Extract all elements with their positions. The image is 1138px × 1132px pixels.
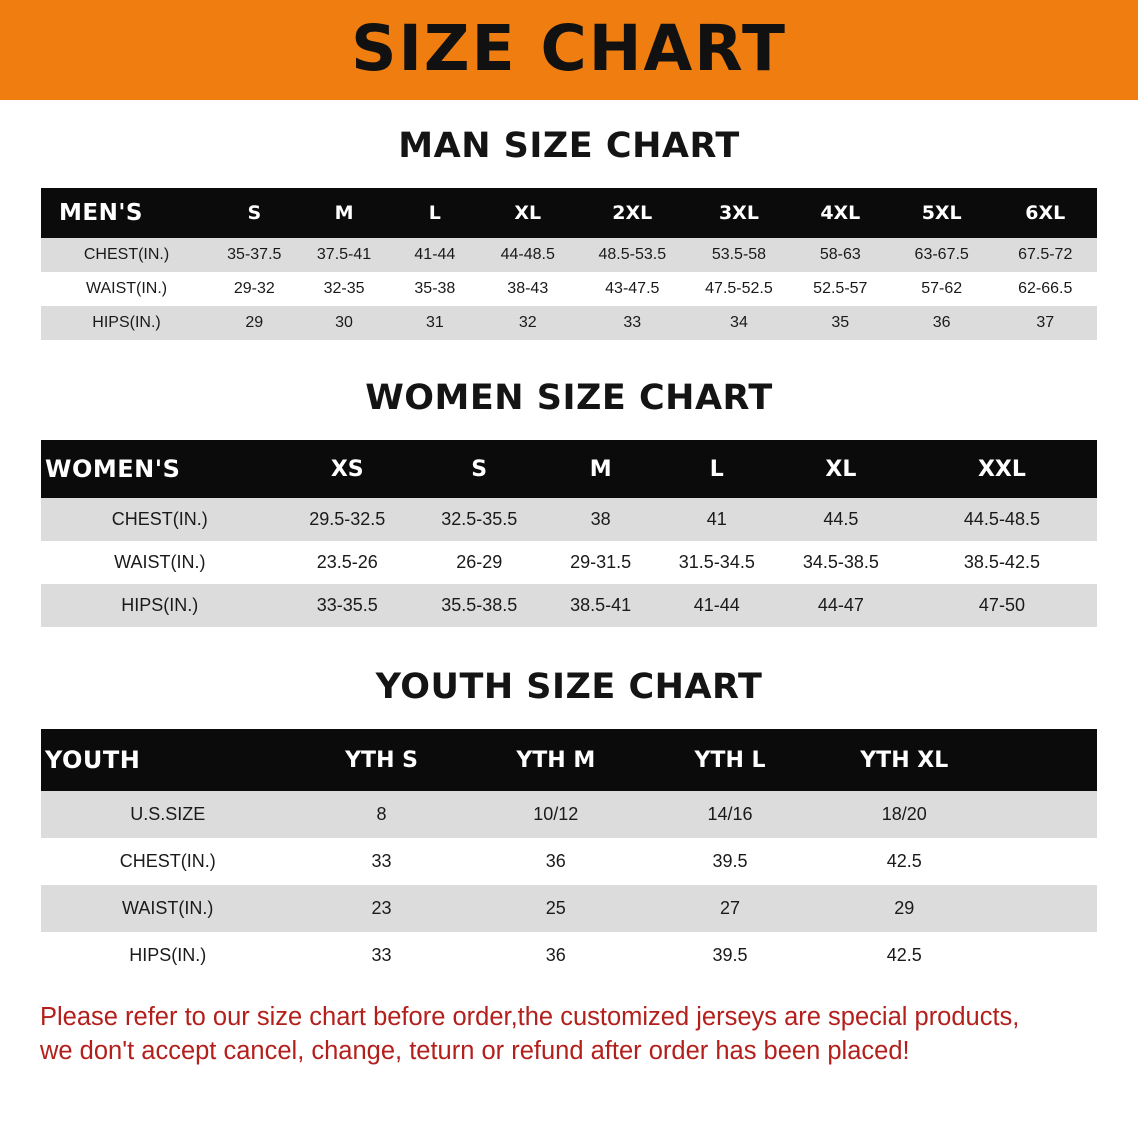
column-header: L <box>659 440 775 498</box>
row-label: HIPS(IN.) <box>41 306 212 340</box>
table-cell: 14/16 <box>643 791 817 838</box>
column-header: WOMEN'S <box>41 440 279 498</box>
table-cell: 41 <box>659 498 775 541</box>
table-cell: 53.5-58 <box>687 238 790 272</box>
table-cell: 35-38 <box>392 272 479 306</box>
table-cell: 41-44 <box>659 584 775 627</box>
column-header: 4XL <box>791 188 890 238</box>
table-cell: 31 <box>392 306 479 340</box>
table-cell: 47.5-52.5 <box>687 272 790 306</box>
women-size-table <box>41 440 1097 627</box>
table-cell: 29.5-32.5 <box>279 498 416 541</box>
column-header: YTH M <box>469 729 643 791</box>
table-cell-spacer <box>991 791 1097 838</box>
row-label: WAIST(IN.) <box>41 885 294 932</box>
table-cell: 18/20 <box>817 791 991 838</box>
column-header: 3XL <box>687 188 790 238</box>
table-cell: 27 <box>643 885 817 932</box>
column-header-spacer <box>991 729 1097 791</box>
column-header: 6XL <box>993 188 1097 238</box>
table-cell: 36 <box>469 838 643 885</box>
table-cell: 32 <box>478 306 577 340</box>
table-cell: 62-66.5 <box>993 272 1097 306</box>
table-cell: 38-43 <box>478 272 577 306</box>
table-cell: 33 <box>577 306 687 340</box>
column-header: S <box>416 440 543 498</box>
man-section-heading: MAN SIZE CHART <box>398 126 740 166</box>
table-cell-spacer <box>991 932 1097 979</box>
column-header: M <box>543 440 659 498</box>
column-header: YOUTH <box>41 729 294 791</box>
table-cell: 29-31.5 <box>543 541 659 584</box>
disclaimer-note <box>40 1001 1098 1069</box>
table-cell: 33 <box>294 838 468 885</box>
women-section-heading: WOMEN SIZE CHART <box>365 378 773 418</box>
table-cell: 63-67.5 <box>890 238 993 272</box>
column-header: XL <box>478 188 577 238</box>
table-cell: 26-29 <box>416 541 543 584</box>
table-cell: 48.5-53.5 <box>577 238 687 272</box>
column-header: YTH L <box>643 729 817 791</box>
row-label: U.S.SIZE <box>41 791 294 838</box>
table-cell: 23 <box>294 885 468 932</box>
table-cell: 37.5-41 <box>297 238 392 272</box>
table-cell: 57-62 <box>890 272 993 306</box>
youth-section-heading: YOUTH SIZE CHART <box>375 667 763 707</box>
table-cell-spacer <box>991 885 1097 932</box>
disclaimer-line-1: Please refer to our size chart before order,the customized jerseys are special products, <box>40 1003 1020 1031</box>
table-cell: 32-35 <box>297 272 392 306</box>
row-label: CHEST(IN.) <box>41 498 279 541</box>
table-cell: 34.5-38.5 <box>775 541 907 584</box>
table-cell: 29-32 <box>212 272 296 306</box>
table-cell: 36 <box>469 932 643 979</box>
table-cell: 52.5-57 <box>791 272 890 306</box>
table-cell: 44.5 <box>775 498 907 541</box>
table-cell: 31.5-34.5 <box>659 541 775 584</box>
table-cell: 67.5-72 <box>993 238 1097 272</box>
table-cell: 42.5 <box>817 932 991 979</box>
row-label: HIPS(IN.) <box>41 932 294 979</box>
table-cell: 35.5-38.5 <box>416 584 543 627</box>
table-cell: 8 <box>294 791 468 838</box>
table-header-row <box>41 729 1097 791</box>
table-cell: 34 <box>687 306 790 340</box>
table-row <box>41 498 1097 541</box>
table-row <box>41 541 1097 584</box>
table-row <box>41 238 1097 272</box>
table-cell-spacer <box>991 838 1097 885</box>
table-cell: 35 <box>791 306 890 340</box>
table-header-row <box>41 440 1097 498</box>
column-header: YTH S <box>294 729 468 791</box>
men-size-table <box>41 188 1097 340</box>
table-cell: 44-47 <box>775 584 907 627</box>
column-header: XL <box>775 440 907 498</box>
table-cell: 43-47.5 <box>577 272 687 306</box>
table-row <box>41 584 1097 627</box>
table-cell: 29 <box>817 885 991 932</box>
column-header: M <box>297 188 392 238</box>
table-cell: 39.5 <box>643 932 817 979</box>
table-row <box>41 791 1097 838</box>
table-cell: 36 <box>890 306 993 340</box>
table-cell: 44.5-48.5 <box>907 498 1097 541</box>
women-table-wrap <box>41 440 1097 627</box>
column-header: 2XL <box>577 188 687 238</box>
youth-table-wrap <box>41 729 1097 979</box>
row-label: WAIST(IN.) <box>41 272 212 306</box>
row-label: WAIST(IN.) <box>41 541 279 584</box>
table-row <box>41 932 1097 979</box>
row-label: CHEST(IN.) <box>41 238 212 272</box>
table-cell: 58-63 <box>791 238 890 272</box>
column-header: MEN'S <box>41 188 212 238</box>
table-cell: 25 <box>469 885 643 932</box>
column-header: 5XL <box>890 188 993 238</box>
page-title: SIZE CHART <box>351 11 787 85</box>
table-cell: 33-35.5 <box>279 584 416 627</box>
table-cell: 41-44 <box>392 238 479 272</box>
table-row <box>41 838 1097 885</box>
table-cell: 38.5-42.5 <box>907 541 1097 584</box>
column-header: XXL <box>907 440 1097 498</box>
table-header-row <box>41 188 1097 238</box>
column-header: S <box>212 188 296 238</box>
table-cell: 10/12 <box>469 791 643 838</box>
table-cell: 38.5-41 <box>543 584 659 627</box>
table-cell: 35-37.5 <box>212 238 296 272</box>
table-row <box>41 272 1097 306</box>
column-header: YTH XL <box>817 729 991 791</box>
table-cell: 38 <box>543 498 659 541</box>
table-cell: 32.5-35.5 <box>416 498 543 541</box>
table-cell: 44-48.5 <box>478 238 577 272</box>
table-row <box>41 306 1097 340</box>
table-cell: 42.5 <box>817 838 991 885</box>
disclaimer-line-2: we don't accept cancel, change, teturn or refund after order has been placed! <box>40 1036 910 1065</box>
row-label: CHEST(IN.) <box>41 838 294 885</box>
man-table-wrap <box>41 188 1097 340</box>
table-cell: 39.5 <box>643 838 817 885</box>
table-cell: 47-50 <box>907 584 1097 627</box>
youth-size-table <box>41 729 1097 979</box>
row-label: HIPS(IN.) <box>41 584 279 627</box>
table-cell: 37 <box>993 306 1097 340</box>
table-row <box>41 885 1097 932</box>
table-cell: 30 <box>297 306 392 340</box>
column-header: L <box>392 188 479 238</box>
table-cell: 23.5-26 <box>279 541 416 584</box>
table-cell: 33 <box>294 932 468 979</box>
column-header: XS <box>279 440 416 498</box>
table-cell: 29 <box>212 306 296 340</box>
header-banner <box>0 0 1138 100</box>
